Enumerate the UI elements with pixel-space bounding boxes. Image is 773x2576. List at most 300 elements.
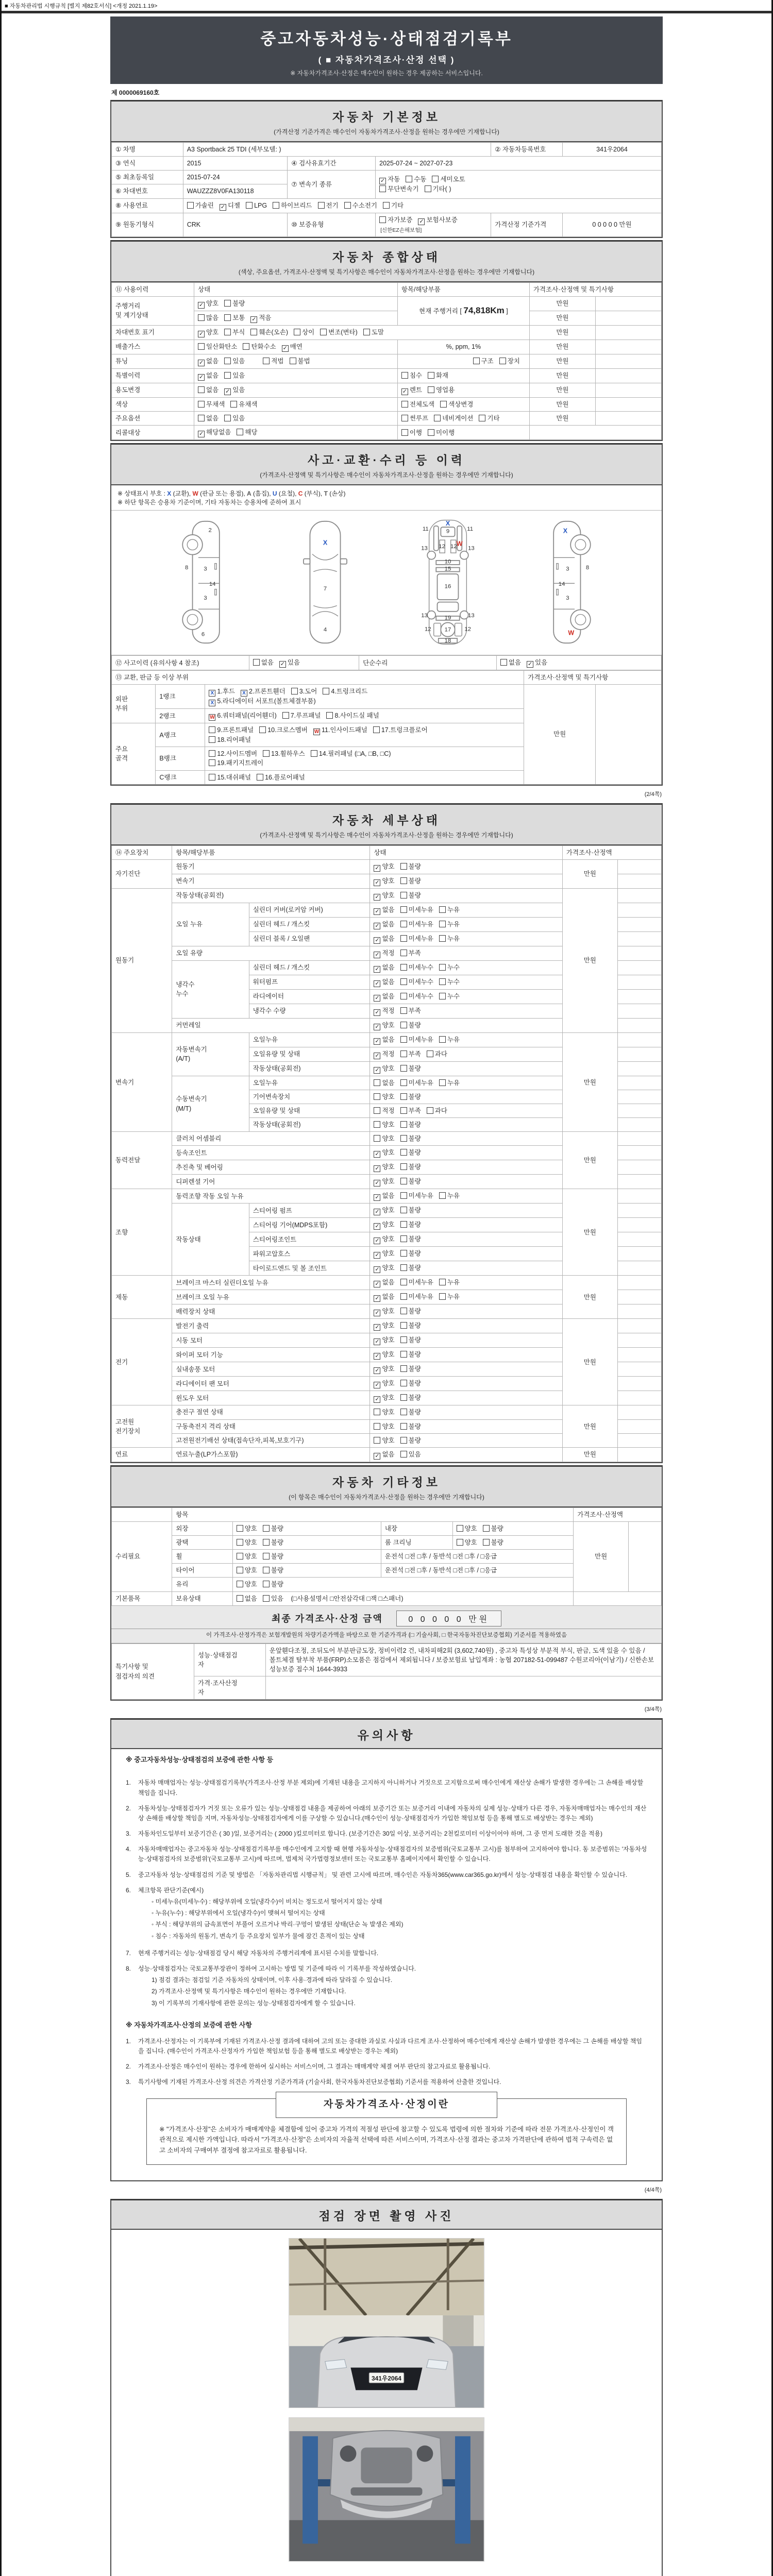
checkbox-checked[interactable]: ✓ 양호 [375, 1351, 395, 1360]
cell: 타이로드엔드 및 볼 조인트 [249, 1261, 370, 1276]
cell [617, 1218, 661, 1232]
cell [370, 1405, 562, 1419]
diagram-panel-number: 4 [324, 626, 327, 633]
checkbox[interactable]: 보통 [224, 313, 245, 323]
checkbox[interactable]: 불량 [400, 1364, 421, 1374]
notice-item: 5. 중고자동차 성능·상태점검의 기준 및 방법은 「자동차관리법 시행규칙」 및 관련 고시에 따르며, 매수인은 자동차365(www.car365.go.kr)에서 성능·상태점검 내용을 확인할 수 있습니다. [126, 1871, 628, 1878]
section-photos-title: 점검 장면 촬영 사진 [318, 2209, 455, 2223]
checkbox[interactable]: 불량 [400, 1393, 421, 1402]
checkbox-checked[interactable]: ✓ 해당없음 [198, 429, 231, 437]
damage-mark-x[interactable]: X 1.후드 [209, 687, 235, 697]
cell [370, 1104, 562, 1118]
checkbox[interactable]: 있음 [224, 414, 245, 423]
checkbox[interactable]: 미세누유 [400, 1078, 433, 1088]
cell [370, 1118, 562, 1132]
checkbox[interactable]: 누수 [439, 992, 460, 1001]
checkbox[interactable]: 불량 [400, 1321, 421, 1330]
checkbox-checked[interactable]: ✓ 없음 [375, 1293, 395, 1302]
cell [194, 325, 530, 340]
checkbox[interactable]: 침수 [401, 371, 422, 380]
cell: 동력전달 [112, 1132, 172, 1189]
checkbox[interactable]: 기타( ) [425, 184, 451, 194]
checkbox-checked[interactable]: ✓ 양호 [375, 1207, 395, 1215]
checkbox[interactable]: 누유 [439, 1278, 460, 1287]
svg-text:341우2064: 341우2064 [372, 2374, 401, 2382]
checkbox-checked[interactable]: ✓ 없음 [375, 978, 395, 987]
checkbox[interactable]: 유채색 [230, 400, 257, 409]
page-marker-4: (4/4쪽) [644, 2187, 662, 2193]
checkbox[interactable]: 양호 [237, 1552, 257, 1561]
checkbox[interactable]: 미세누수 [400, 977, 433, 987]
checkbox-checked[interactable]: ✓ 양호 [375, 1064, 395, 1073]
checkbox-checked[interactable]: ✓ 렌트 [402, 386, 422, 395]
checkbox[interactable]: 화재 [428, 371, 448, 380]
cell [370, 903, 562, 917]
section-basic-title: 자동차 기본정보 [332, 110, 441, 124]
checkbox[interactable]: 미이행 [428, 428, 455, 437]
checkbox[interactable]: 14.필러패널 (□A, □B, □C) [311, 749, 391, 758]
cell: 1랭크 [156, 685, 205, 709]
checkbox-checked[interactable]: ✓ 디젤 [220, 201, 241, 210]
checkbox[interactable]: 없음 [500, 658, 521, 667]
checkbox-checked[interactable]: ✓ 자동 [380, 176, 400, 184]
cell [194, 368, 398, 383]
checkbox[interactable]: 불량 [400, 1134, 421, 1143]
checkbox[interactable]: 있음 [263, 1594, 283, 1603]
checkbox[interactable]: 많음 [198, 313, 219, 323]
checkbox[interactable]: 없음 [198, 414, 219, 423]
cell [370, 1377, 562, 1391]
checkbox[interactable]: 미세누유 [400, 1292, 433, 1301]
checkbox[interactable]: 있음 [400, 1450, 421, 1459]
checkbox-checked[interactable]: ✓ 없음 [375, 1450, 395, 1459]
checkbox-checked[interactable]: ✓ 양호 [375, 1250, 395, 1259]
cell [376, 171, 662, 198]
cell [370, 1319, 562, 1333]
checkbox[interactable]: 17.트렁크플로어 [373, 725, 428, 735]
checkbox-checked[interactable]: ✓ 없음 [375, 906, 395, 914]
checkbox[interactable]: 불량 [400, 1092, 421, 1101]
checkbox-checked[interactable]: ✓ 양호 [375, 1235, 395, 1244]
cell [617, 1261, 661, 1276]
cell [617, 1132, 661, 1146]
checkbox[interactable]: 불량 [400, 891, 421, 900]
checkbox[interactable]: 누유 [439, 920, 460, 929]
cell: 고전원 전기장치 [112, 1405, 172, 1447]
checkbox-checked[interactable]: ✓ 양호 [375, 1178, 395, 1187]
report-header [110, 16, 663, 84]
checkbox[interactable]: 미세누유 [400, 1191, 433, 1200]
checkbox[interactable]: 불량 [263, 1538, 283, 1547]
cell: 오일 유량 [172, 946, 370, 960]
checkbox[interactable]: 불량 [400, 1249, 421, 1258]
checkbox[interactable]: 없음 [253, 658, 274, 667]
checkbox-checked[interactable]: ✓ 양호 [375, 1264, 395, 1273]
checkbox-checked[interactable]: ✓ 양호 [375, 1365, 395, 1374]
checkbox[interactable]: 적법 [263, 357, 283, 366]
checkbox[interactable]: 부족 [400, 1049, 421, 1059]
report-page [110, 16, 663, 2576]
cell: 만원 [529, 354, 595, 368]
cell: 가격·조사산정 자 [194, 1676, 266, 1700]
section-accident-note: (가격조사·산정액 및 특기사항은 매수인이 자동차가격조사·산정을 원하는 경우에만 기재합니다) [260, 471, 513, 479]
cell [628, 1521, 661, 1591]
damage-mark-w[interactable]: W 11.인사이드패널 [314, 726, 367, 735]
checkbox[interactable]: 양호 [374, 1134, 394, 1143]
checkbox-checked[interactable]: ✓ 없음 [375, 935, 395, 943]
checkbox[interactable]: 양호 [237, 1538, 257, 1547]
section-etc-info [110, 1465, 663, 1701]
checkbox[interactable]: 없음 [198, 385, 219, 395]
checkbox[interactable]: 상이 [294, 328, 314, 337]
cell [617, 1419, 661, 1433]
checkbox[interactable]: 구조 [473, 357, 494, 366]
checkbox[interactable]: 기타 [383, 201, 404, 210]
checkbox-checked[interactable]: ✓ 없음 [375, 992, 395, 1001]
cell: 2015 [183, 157, 288, 171]
checkbox[interactable]: 양호 [374, 1092, 394, 1101]
cell [595, 368, 661, 383]
cell: 라디에이터 팬 모터 [172, 1377, 370, 1391]
checkbox-checked[interactable]: ✓ 양호 [375, 1336, 395, 1345]
checkbox[interactable]: 과다 [427, 1106, 447, 1115]
checkbox[interactable]: 불량 [263, 1580, 283, 1589]
checkbox[interactable]: 불량 [400, 1436, 421, 1445]
price-survey-box-text: ※ "가격조사·산정"은 소비자가 매매계약을 체결함에 있어 중고차 가격의 적절성 판단에 참고할 수 있도록 법령에 의한 절차와 기준에 따라 전문 가격조사·산정인이 객관적으로 제시한 가액입니다. 따라서 "가격조사·산정"은 소비자의 자율적 선택에 따른 서비스이며, 가격조사·산정 결과는 중고차 가격판단에 관하여 법적 구속력은 없고 소비자의 구매여부 결정에 참고자료로 활용됩니다. [159, 2125, 614, 2154]
checkbox[interactable]: 자가보증 [379, 215, 412, 225]
checkbox-checked[interactable]: ✓ 양호 [375, 1394, 395, 1403]
cell [617, 1118, 661, 1132]
section-overall-state [110, 240, 663, 441]
cell [617, 1061, 661, 1076]
page-marker-2: (2/4쪽) [644, 791, 662, 798]
checkbox-checked[interactable]: ✓ 없음 [375, 1036, 395, 1044]
checkbox-checked[interactable]: ✓ 양호 [375, 1149, 395, 1158]
checkbox[interactable]: 불량 [400, 1379, 421, 1388]
cell: 작동상태(공회전) [249, 1118, 370, 1132]
cell [370, 1232, 562, 1247]
checkbox[interactable]: 양호 [457, 1524, 477, 1533]
checkbox-checked[interactable]: ✓ 양호 [375, 1380, 395, 1388]
checkbox[interactable]: 불량 [400, 1162, 421, 1172]
checkbox-checked[interactable]: ✓ 있음 [225, 386, 245, 395]
checkbox[interactable]: 3.도어 [291, 687, 317, 696]
checkbox[interactable]: 4.트렁크리드 [323, 687, 367, 696]
checkbox-checked[interactable]: ✓ 양호 [198, 328, 219, 337]
basic-info-table [111, 142, 662, 237]
checkbox[interactable]: 일산화탄소 [198, 342, 237, 351]
cell [595, 397, 661, 411]
cell [617, 946, 661, 960]
checkbox[interactable]: 불량 [263, 1524, 283, 1533]
cell [617, 903, 661, 917]
checkbox[interactable]: 해당 [237, 428, 257, 437]
cell: %, ppm, 1% [397, 340, 529, 354]
section-accident-history [110, 443, 663, 786]
checkbox[interactable]: 불량 [400, 1263, 421, 1273]
checkbox[interactable]: 미세누수 [400, 992, 433, 1001]
column-header: 가격조사·산정액 [574, 1507, 662, 1521]
checkbox[interactable]: 불량 [400, 1307, 421, 1316]
inspection-photos [111, 2230, 662, 2576]
damage-mark-x[interactable]: X 2.프론트휀더 [241, 687, 285, 697]
checkbox-checked[interactable]: ✓ 없음 [375, 920, 395, 929]
checkbox[interactable]: 양호 [457, 1538, 477, 1547]
checkbox[interactable]: 누유 [439, 934, 460, 943]
checkbox[interactable]: 불량 [483, 1538, 503, 1547]
checkbox[interactable]: 미세누유 [400, 934, 433, 943]
checkbox[interactable]: 색상변경 [440, 400, 473, 409]
cell: 차대번호 표기 [112, 325, 194, 340]
checkbox[interactable]: 미세누유 [400, 1278, 433, 1287]
checkbox[interactable]: 불량 [400, 862, 421, 871]
notice-item: 3. 특기사항에 기재된 가격조사·산정 의견은 가격산정 기준가격과 (기술사회, 한국자동차진단보증협회) 기준서를 적용하여 산출한 것입니다. [126, 2078, 501, 2086]
checkbox[interactable]: 불량 [483, 1524, 503, 1533]
checkbox[interactable]: 누유 [439, 1078, 460, 1088]
checkbox[interactable]: 불량 [400, 1021, 421, 1030]
overall-state-table [111, 282, 662, 440]
checkbox[interactable]: 적정 [374, 1106, 394, 1115]
checkbox[interactable]: 전기 [318, 201, 339, 210]
checkbox[interactable]: 부식 [224, 328, 245, 337]
checkbox[interactable]: 누유 [439, 905, 460, 914]
checkbox[interactable]: 부족 [400, 1006, 421, 1015]
detail-state-table [111, 845, 662, 1462]
cell: 2015-07-24 [183, 171, 288, 184]
cell: 만원 [529, 383, 595, 397]
car-diagram-right-side [526, 518, 614, 647]
checkbox[interactable]: 있음 [224, 357, 245, 366]
checkbox[interactable]: 양호 [374, 1422, 394, 1431]
checkbox[interactable]: 썬루프 [401, 414, 428, 423]
cell [529, 426, 661, 440]
checkbox[interactable]: 양호 [237, 1580, 257, 1589]
checkbox[interactable]: 불량 [400, 1408, 421, 1417]
cell: B랭크 [156, 747, 205, 770]
checkbox[interactable]: 과다 [427, 1049, 447, 1059]
checkbox[interactable]: 있음 [224, 371, 245, 380]
photo-car-underbody [289, 2417, 484, 2562]
checkbox[interactable]: 15.대쉬패널 [209, 773, 251, 782]
checkbox[interactable]: 없음 [374, 1078, 394, 1088]
cell: ④ 검사유효기간 [288, 157, 376, 171]
diagram-panel-number: 13 [467, 613, 475, 619]
checkbox[interactable]: 불법 [290, 357, 310, 366]
notice-item: 3. 자동차인도일부터 보증기간은 ( 30 )일, 보증거리는 ( 2000 )킬로미터로 합니다. (보증기간은 30일 이상, 보증거리는 2천킬로미터 이상이어야 하며, 그 중 먼저 도래한 것을 적용) [126, 1830, 603, 1838]
checkbox[interactable]: 가솔린 [187, 201, 214, 210]
final-price-amount: 0 0 0 0 0 만원 [396, 1611, 501, 1626]
checkbox[interactable]: 양호 [374, 1408, 394, 1417]
checkbox-checked[interactable]: ✓ 적정 [375, 949, 395, 958]
checkbox[interactable]: 미세누유 [400, 1035, 433, 1044]
checkbox-checked[interactable]: ✓ 없음 [375, 963, 395, 972]
checkbox-checked[interactable]: ✓ 양호 [375, 891, 395, 900]
cell: 용도변경 [112, 383, 194, 397]
checkbox[interactable]: 양호 [237, 1566, 257, 1575]
cell [370, 1175, 562, 1189]
checkbox[interactable]: LPG [246, 201, 267, 210]
checkbox[interactable]: 누유 [439, 1035, 460, 1044]
checkbox[interactable]: 불량 [400, 1064, 421, 1073]
checkbox[interactable]: 누수 [439, 977, 460, 987]
checkbox[interactable]: 불량 [224, 299, 245, 308]
cell: A랭크 [156, 723, 205, 747]
cell [370, 960, 562, 975]
cell: 2025-07-24 ~ 2027-07-23 [376, 157, 662, 171]
diagram-mark-w: W [456, 540, 463, 548]
checkbox[interactable]: 16.플로어패널 [257, 773, 305, 782]
cell: 추진축 및 베어링 [172, 1160, 370, 1175]
checkbox[interactable]: 9.프론트패널 [209, 725, 254, 735]
cell [232, 1550, 381, 1564]
checkbox[interactable]: 없음 [237, 1594, 257, 1603]
legend-symbol-c: C [298, 490, 303, 498]
checkbox[interactable]: 7.루프패널 [282, 711, 321, 720]
diagram-panel-number: 2 [208, 527, 212, 534]
checkbox[interactable]: 탄화수소 [243, 342, 276, 351]
cell: 오일 누유 [172, 903, 249, 946]
cell [617, 1362, 661, 1377]
checkbox-checked[interactable]: ✓ 양호 [375, 877, 395, 886]
checkbox-checked[interactable]: ✓ 양호 [375, 1308, 395, 1316]
checkbox-checked[interactable]: ✓ 매연 [282, 343, 303, 351]
cell [370, 1447, 562, 1462]
checkbox[interactable]: 불량 [263, 1552, 283, 1561]
cell [370, 888, 562, 903]
checkbox[interactable]: 19.패키지트레이 [209, 758, 263, 768]
checkbox[interactable]: 누유 [439, 1292, 460, 1301]
section-notice [110, 1718, 663, 2181]
checkbox-checked[interactable]: ✓ 없음 [198, 371, 219, 380]
checkbox[interactable]: 누유 [439, 1191, 460, 1200]
checkbox[interactable]: 불량 [400, 1350, 421, 1359]
checkbox[interactable]: 무채색 [198, 400, 225, 409]
checkbox-checked[interactable]: ✓ 양호 [375, 1021, 395, 1030]
checkbox[interactable]: 불량 [400, 1335, 421, 1345]
checkbox[interactable]: 양호 [374, 1436, 394, 1445]
checkbox[interactable]: 불량 [263, 1566, 283, 1575]
checkbox-checked[interactable]: ✓ 있음 [527, 659, 548, 668]
checkbox[interactable]: 변조(변타) [320, 328, 358, 337]
checkbox[interactable]: 이행 [401, 428, 422, 437]
cell [617, 1160, 661, 1175]
checkbox-checked[interactable]: ✓ 있음 [280, 659, 300, 668]
checkbox[interactable]: 불량 [400, 1220, 421, 1229]
diagram-panel-number: 11 [466, 526, 473, 533]
checkbox-checked[interactable]: ✓ 적정 [375, 1007, 395, 1015]
cell [232, 1521, 381, 1535]
checkbox-checked[interactable]: ✓ 양호 [375, 1163, 395, 1172]
checkbox[interactable]: 18.리어패널 [209, 735, 251, 744]
checkbox[interactable]: 훼손(오손) [250, 328, 288, 337]
checkbox-checked[interactable]: ✓ 양호 [375, 1221, 395, 1230]
checkbox-checked[interactable]: ✓ 없음 [375, 1192, 395, 1201]
diagram-panel-number: 3 [204, 595, 207, 602]
legend-symbol-w: W [192, 490, 198, 498]
section-etc-header [111, 1467, 662, 1507]
checkbox[interactable]: 미세누유 [400, 920, 433, 929]
cell: 배출가스 [112, 340, 194, 354]
cell [370, 1004, 562, 1018]
checkbox[interactable]: 불량 [400, 1148, 421, 1157]
checkbox[interactable]: 도말 [363, 328, 384, 337]
checkbox[interactable]: 13.휠하우스 [263, 749, 305, 758]
checkbox[interactable]: 10.크로스멤버 [259, 725, 308, 735]
checkbox[interactable]: 불량 [400, 876, 421, 886]
cell: 와이퍼 모터 기능 [172, 1348, 370, 1362]
diagram-panel-number: 12 [424, 626, 431, 633]
cell: 룸 크리닝 [381, 1536, 452, 1550]
damage-mark-w[interactable]: W 6.쿼터패널(리어휀더) [210, 712, 277, 721]
checkbox-checked[interactable]: ✓ 적음 [251, 314, 272, 323]
cell [370, 1433, 562, 1447]
cell: 기본품목 [112, 1591, 172, 1605]
cell [205, 709, 524, 723]
report-note: ※ 자동차가격조사·산정은 매수인이 원하는 경우 제공하는 서비스입니다. [290, 70, 483, 77]
checkbox[interactable]: 네비게이션 [434, 414, 473, 423]
checkbox[interactable]: 누수 [439, 963, 460, 972]
cell: 만원 [562, 1189, 617, 1276]
checkbox[interactable]: 무단변속기 [379, 184, 418, 194]
checkbox-checked[interactable]: ✓ 적정 [375, 1050, 395, 1059]
damage-mark-x[interactable]: X 5.라디에이터 서포트(볼트체결부품) [209, 697, 315, 706]
checkbox[interactable]: 세미오토 [432, 175, 465, 184]
checkbox-checked[interactable]: ✓ 없음 [375, 1279, 395, 1287]
checkbox[interactable]: 수동 [406, 175, 426, 184]
accident-legend-codes: ※ 상태표시 부호 : X (교환), W (판금 또는 용접), A (흠집), U (요철), C (부식), T (손상) [117, 490, 346, 498]
checkbox[interactable]: 8.사이드실 패널 [326, 711, 379, 720]
cell [617, 1304, 661, 1319]
cell: 제동 [112, 1276, 172, 1319]
cell: 동력조향 작동 오일 누유 [172, 1189, 370, 1204]
diagram-panel-number: 8 [185, 565, 189, 571]
checkbox[interactable]: 수소전기 [344, 201, 377, 210]
checkbox-checked[interactable]: ✓ 양호 [375, 862, 395, 871]
checkbox[interactable]: 불량 [400, 1234, 421, 1244]
cell: ① 차명 [112, 143, 183, 157]
diagram-panel-number: 12 [464, 626, 471, 633]
notice-item: 6. 체크항목 판단기준(예시) ◦ 미세누유(미세누수) : 해당부위에 오일(냉각수)이 비치는 정도로서 떨어지지 않는 상태 ◦ 누유(누수) : 해당부위에서 오일(냉각수)이 맺혀서 떨어지는 상태 ◦ 부식 : 해당부위의 금속표면이 부풀어 오르거나 박리·구멍이 발생된 상태(단순 녹 발생은 제외) ◦ 침수 : 자동차의 원동기, 변속기 등 주요장치 일부가 물에 잠긴 흔적이 있는 상태 [126, 1886, 404, 1940]
checkbox[interactable]: 양호 [237, 1524, 257, 1533]
cell: 만원 [529, 340, 595, 354]
checkbox[interactable]: 부족 [400, 1106, 421, 1115]
cell: 파워고압호스 [249, 1247, 370, 1261]
checkbox[interactable]: 전체도색 [401, 400, 434, 409]
checkbox[interactable]: 불량 [400, 1120, 421, 1129]
checkbox[interactable]: 불량 [400, 1206, 421, 1215]
checkbox[interactable]: 미세누유 [400, 905, 433, 914]
checkbox[interactable]: 장치 [499, 357, 520, 366]
checkbox-checked[interactable]: ✓ 양호 [375, 1322, 395, 1331]
cell [595, 383, 661, 397]
checkbox[interactable]: 영업용 [428, 385, 455, 395]
panel-exchange-table [111, 670, 662, 785]
cell: WAUZZZ8V0FA130118 [183, 184, 288, 198]
checkbox-checked[interactable]: ✓ 없음 [198, 357, 219, 366]
checkbox[interactable]: 하이브리드 [273, 201, 312, 210]
section-etc-note: (이 항목은 매수인이 자동차가격조사·산정을 원하는 경우에만 기재합니다) [289, 1493, 484, 1501]
checkbox[interactable]: 양호 [374, 1120, 394, 1129]
checkbox[interactable]: 불량 [400, 1422, 421, 1431]
checkbox-checked[interactable]: ✓ 양호 [198, 299, 219, 308]
checkbox[interactable]: 기타 [479, 414, 499, 423]
checkbox-checked[interactable]: ✓ 보험사보증 [419, 216, 458, 225]
checkbox[interactable]: 12.사이드멤버 [209, 749, 257, 758]
checkbox[interactable]: 미세누수 [400, 963, 433, 972]
cell: 만원 [562, 1032, 617, 1132]
checkbox[interactable]: 부족 [400, 948, 421, 958]
checkbox[interactable]: 불량 [400, 1177, 421, 1186]
